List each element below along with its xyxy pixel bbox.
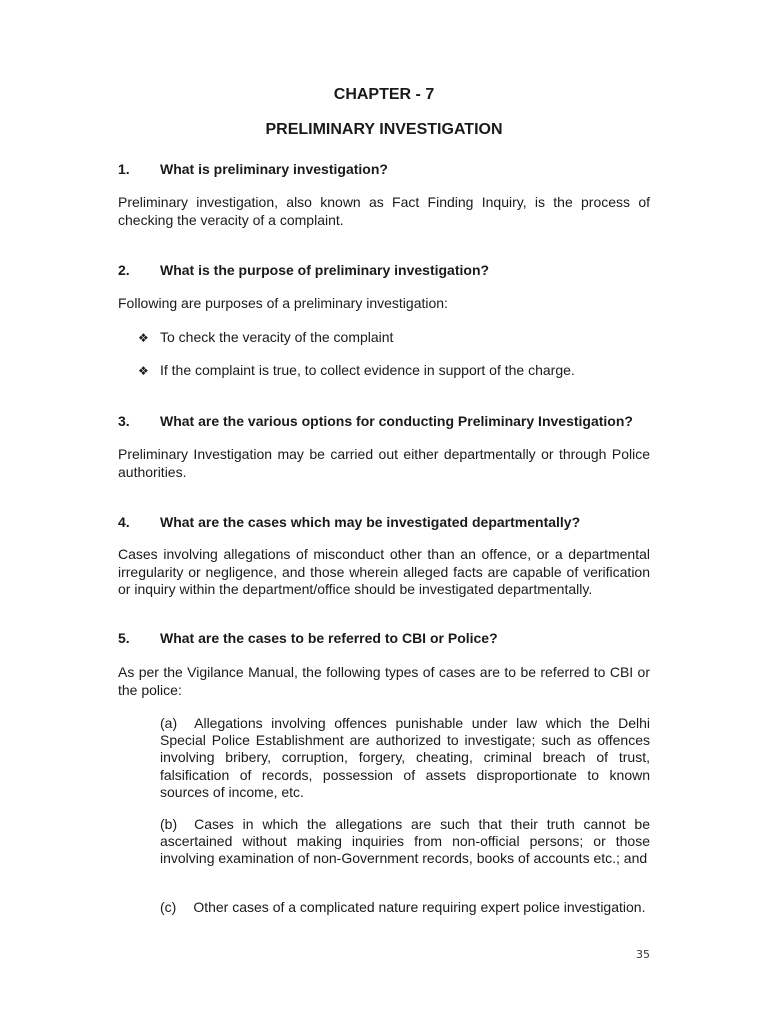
sub-item-text: Allegations involving offences punishable under law which the Delhi Special Police Establishment are authorized to investigate; such as offences involving bribery, corruption, forgery, cheating, criminal breach of trust, falsification of records, possession of assets disproportionate to known sources of income, etc. [160, 715, 650, 800]
sub-item-a [160, 715, 650, 801]
question-text: What is preliminary investigation? [160, 161, 388, 177]
question-number: 2. [118, 262, 130, 278]
question-text: What are the various options for conducting Preliminary Investigation? [160, 413, 633, 429]
question-number: 4. [118, 514, 130, 530]
sub-item-text: Other cases of a complicated nature requiring expert police investigation. [193, 899, 646, 915]
question-3 [118, 413, 633, 429]
answer-5-intro: As per the Vigilance Manual, the following types of cases are to be referred to CBI or the police: [118, 664, 650, 698]
list-item [138, 329, 393, 345]
question-number: 5. [118, 630, 130, 646]
answer-4: Cases involving allegations of misconduct other than an offence, or a departmental irregularity or negligence, and those wherein alleged facts are capable of verification or inquiry within the department/office should be investigated departmentally. [118, 546, 650, 597]
sub-item-text: Cases in which the allegations are such that their truth cannot be ascertained without making inquiries from non-official persons; or those involving examination of non-Government records, books of accounts etc.; and [160, 816, 650, 867]
question-1 [118, 161, 388, 177]
page-title: PRELIMINARY INVESTIGATION [265, 121, 503, 138]
question-number: 1. [118, 161, 130, 177]
answer-1: Preliminary investigation, also known as Fact Finding Inquiry, is the process of checking the veracity of a complaint. [118, 194, 650, 228]
sub-item-c [160, 899, 650, 916]
sub-item-label: (a) [160, 715, 178, 731]
question-text: What are the cases which may be investigated departmentally? [160, 514, 581, 530]
question-2 [118, 262, 489, 278]
question-4 [118, 514, 580, 530]
list-item-text: If the complaint is true, to collect evidence in support of the charge. [160, 362, 575, 378]
sub-item-label: (c) [160, 899, 177, 915]
diamond-bullet-icon: ❖ [138, 364, 149, 378]
sub-item-b [160, 816, 650, 868]
sub-item-label: (b) [160, 816, 178, 832]
answer-3: Preliminary Investigation may be carried out either departmentally or through Police authorities. [118, 446, 650, 480]
question-text: What is the purpose of preliminary investigation? [160, 262, 490, 278]
question-number: 3. [118, 413, 130, 429]
question-text: What are the cases to be referred to CBI or Police? [160, 630, 498, 646]
diamond-bullet-icon: ❖ [138, 331, 149, 345]
question-5 [118, 630, 498, 646]
answer-2-intro: Following are purposes of a preliminary investigation: [118, 295, 448, 311]
list-item-text: To check the veracity of the complaint [160, 329, 394, 345]
page-number: 35 [636, 948, 650, 961]
list-item [138, 362, 575, 378]
chapter-heading: CHAPTER - 7 [333, 86, 435, 103]
